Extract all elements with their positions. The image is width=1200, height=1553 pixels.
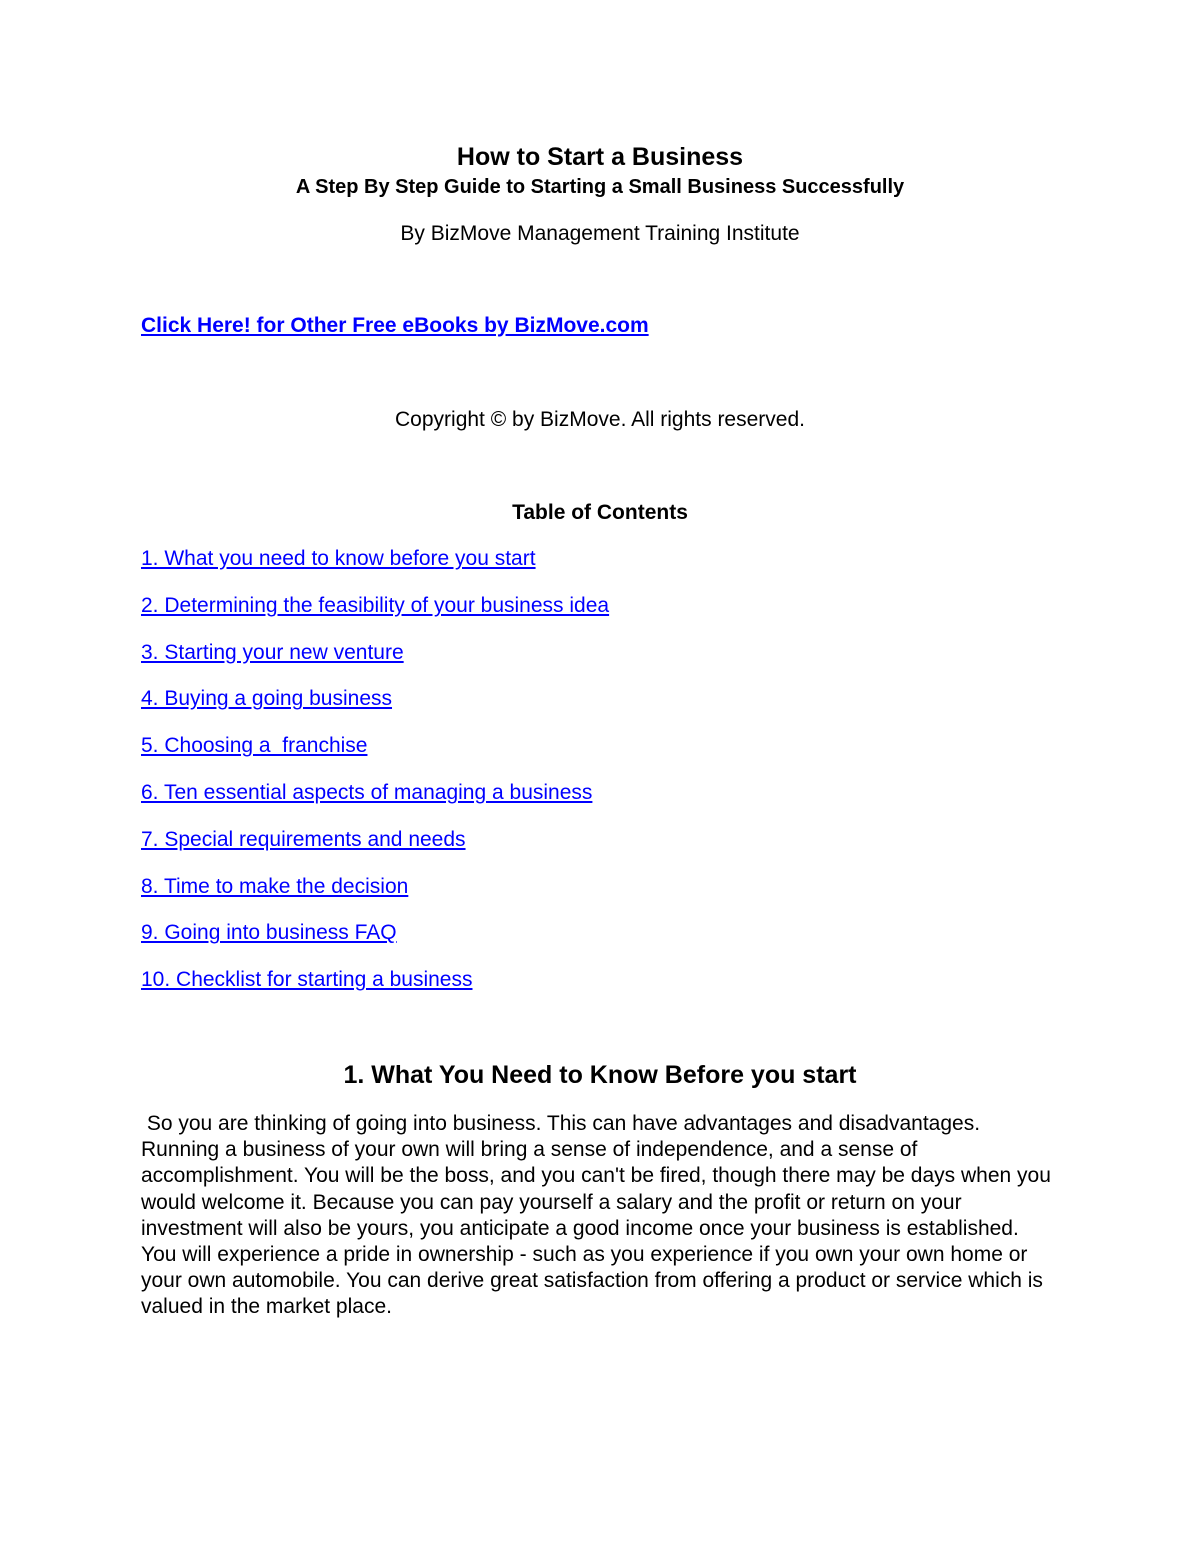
- toc-link-8[interactable]: 8. Time to make the decision: [141, 874, 409, 898]
- toc-heading: Table of Contents: [512, 501, 688, 524]
- toc-item: [141, 686, 609, 733]
- toc-item: [141, 546, 609, 593]
- toc-link-7[interactable]: 7. Special requirements and needs: [141, 827, 466, 851]
- toc-link-4[interactable]: 4. Buying a going business: [141, 687, 393, 711]
- toc-item: [141, 827, 609, 874]
- toc-link-10[interactable]: 10. Checklist for starting a business: [141, 968, 473, 992]
- toc-link-6[interactable]: 6. Ten essential aspects of managing a business: [141, 780, 593, 804]
- body-paragraph: So you are thinking of going into business. This can have advantages and disadvantages. Running a business of your own will bring a sense of independence, and a sense of accomplishment. You will be the boss, and you can't be fired, though there may be days when you would welcome it. Because you can pay yourself a salary and the profit or return on your investment will also be yours, you anticipate a good income once your business is established. You will experience a pride in ownership - such as you experience if you own your own home or your own automobile. You can derive great satisfaction from offering a product or service which is valued in the market place.: [141, 1112, 1057, 1319]
- toc-link-3[interactable]: 3. Starting your new venture: [141, 640, 404, 664]
- toc-item: [141, 920, 609, 967]
- free-ebooks-link[interactable]: Click Here! for Other Free eBooks by BizMove.com: [141, 314, 649, 337]
- toc-item: [141, 733, 609, 780]
- document-title: How to Start a Business: [456, 143, 744, 171]
- copyright-notice: Copyright © by BizMove. All rights reserved.: [395, 408, 805, 431]
- toc-item: [141, 780, 609, 827]
- section-heading: 1. What You Need to Know Before you start: [343, 1061, 857, 1089]
- table-of-contents: [141, 546, 609, 1014]
- toc-link-1[interactable]: 1. What you need to know before you start: [141, 547, 536, 570]
- document-subtitle: A Step By Step Guide to Starting a Small Business Successfully: [295, 176, 905, 198]
- toc-item: [141, 593, 609, 640]
- toc-link-9[interactable]: 9. Going into business FAQ: [141, 921, 397, 945]
- toc-link-5[interactable]: 5. Choosing a franchise: [141, 734, 368, 758]
- toc-item: [141, 967, 609, 1014]
- toc-item: [141, 874, 609, 921]
- toc-link-2[interactable]: 2. Determining the feasibility of your business idea: [141, 593, 610, 617]
- toc-item: [141, 640, 609, 687]
- document-byline: By BizMove Management Training Institute: [400, 222, 800, 245]
